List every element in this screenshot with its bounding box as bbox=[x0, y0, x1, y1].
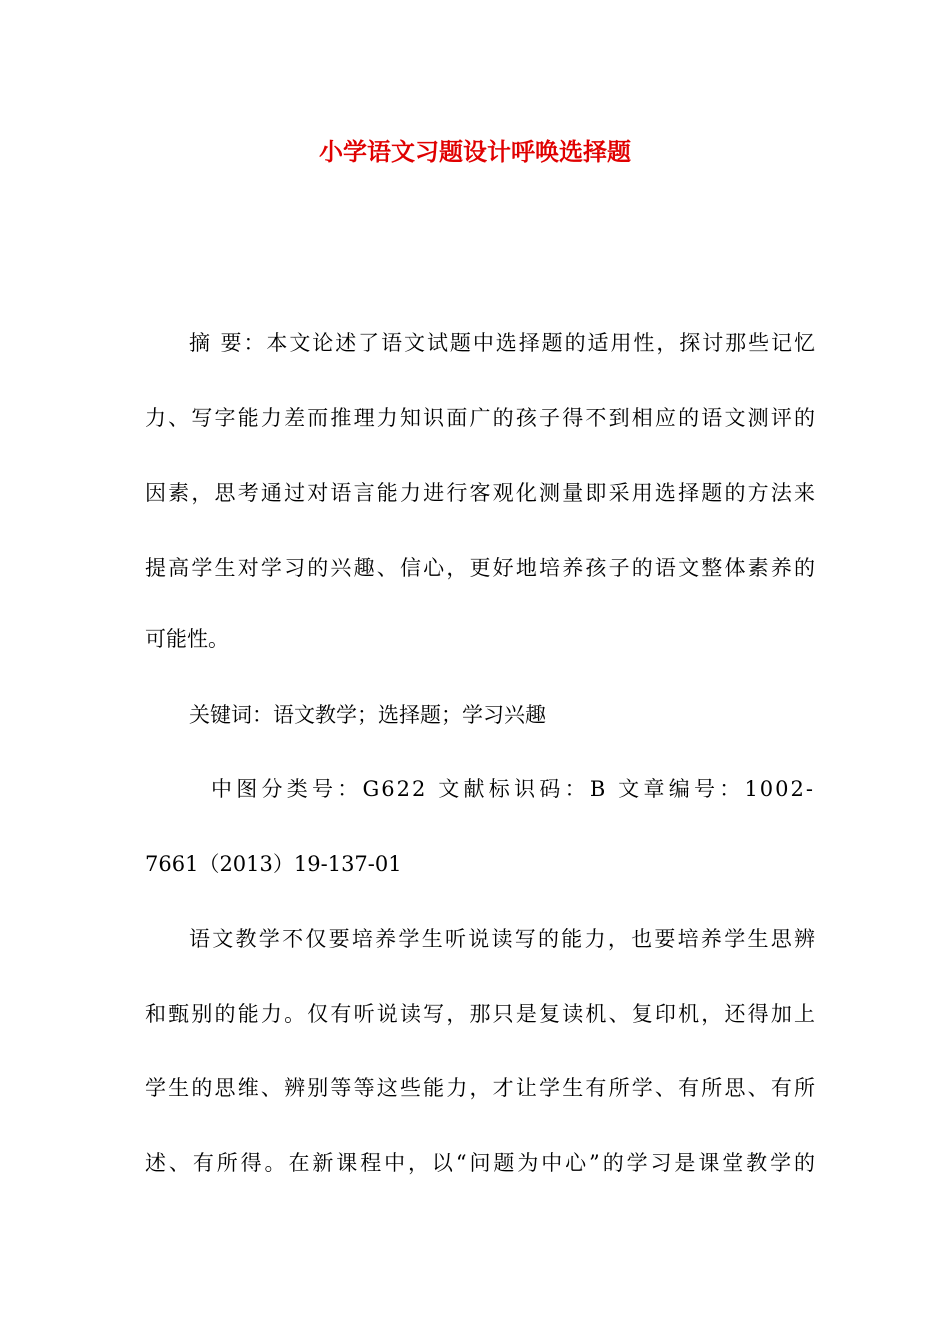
keywords-line: 关键词：语文教学；选择题；学习兴趣 bbox=[189, 703, 546, 727]
classification-line: 7661（2013）19-137-01 bbox=[145, 852, 402, 876]
document-title: 小学语文习题设计呼唤选择题 bbox=[319, 137, 631, 166]
body-line: 语文教学不仅要培养学生听说读写的能力，也要培养学生思辨 bbox=[189, 927, 815, 951]
classification-line: 中图分类号：G622 文献标识码：B 文章编号：1002- bbox=[211, 777, 815, 801]
abstract-line: 因素，思考通过对语言能力进行客观化测量即采用选择题的方法来 bbox=[145, 481, 815, 505]
abstract-line: 摘 要：本文论述了语文试题中选择题的适用性，探讨那些记忆 bbox=[189, 331, 815, 355]
abstract-line: 可能性。 bbox=[145, 627, 229, 651]
body-line: 和甄别的能力。仅有听说读写，那只是复读机、复印机，还得加上 bbox=[145, 1002, 815, 1026]
body-line: 述、有所得。在新课程中，以“问题为中心”的学习是课堂教学的 bbox=[145, 1151, 815, 1175]
abstract-line: 提高学生对学习的兴趣、信心，更好地培养孩子的语文整体素养的 bbox=[145, 556, 815, 580]
body-line: 学生的思维、辨别等等这些能力，才让学生有所学、有所思、有所 bbox=[145, 1076, 815, 1100]
abstract-line: 力、写字能力差而推理力知识面广的孩子得不到相应的语文测评的 bbox=[145, 406, 815, 430]
